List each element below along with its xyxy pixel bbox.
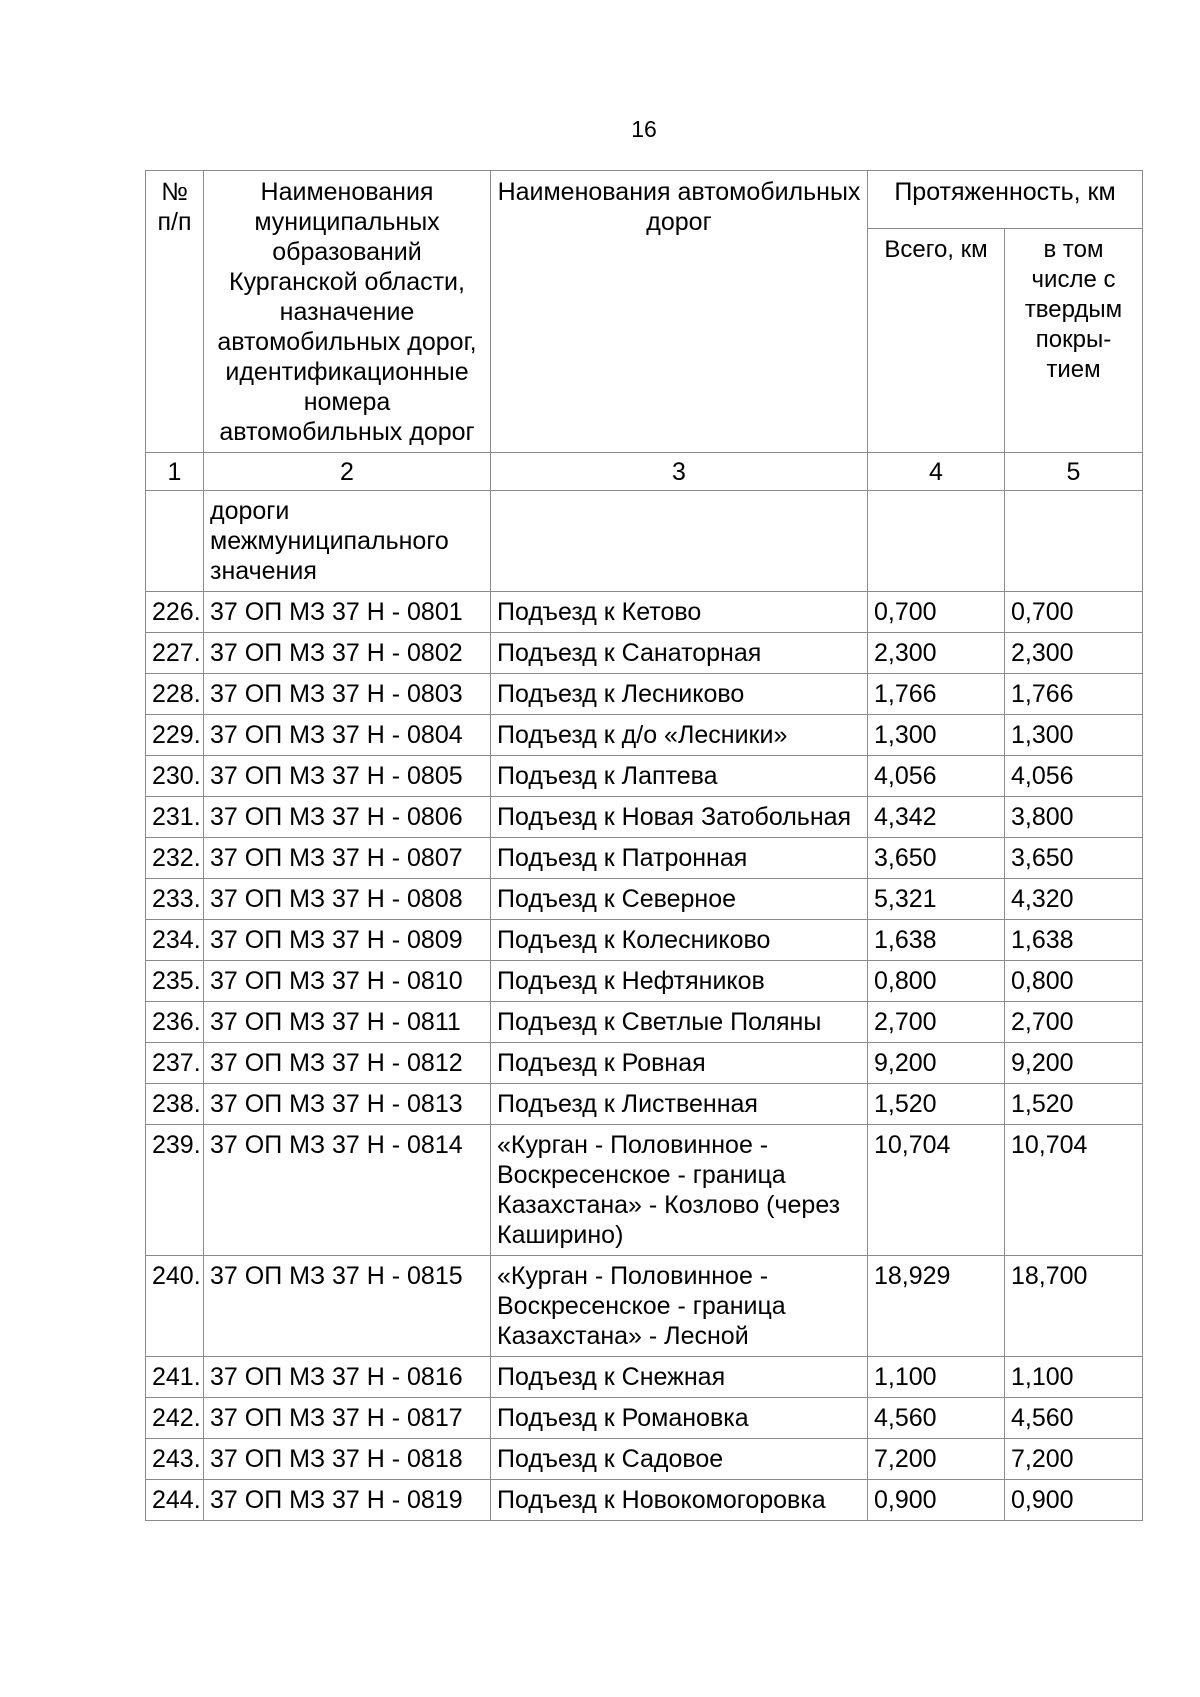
table-row <box>146 1043 1143 1084</box>
column-number: 2 <box>204 453 491 491</box>
header-paved: в том числе с твердым покры-тием <box>1005 229 1143 453</box>
length-paved: 1,638 <box>1005 920 1143 961</box>
row-number: 243. <box>146 1439 204 1480</box>
road-id: 37 ОП МЗ 37 Н - 0818 <box>204 1439 491 1480</box>
road-id: 37 ОП МЗ 37 Н - 0802 <box>204 633 491 674</box>
length-total: 18,929 <box>868 1256 1005 1357</box>
section-empty-cell <box>868 491 1005 592</box>
row-number: 235. <box>146 961 204 1002</box>
column-number: 3 <box>491 453 868 491</box>
row-number: 239. <box>146 1125 204 1256</box>
length-total: 1,100 <box>868 1357 1005 1398</box>
length-total: 9,200 <box>868 1043 1005 1084</box>
road-id: 37 ОП МЗ 37 Н - 0805 <box>204 756 491 797</box>
section-row <box>146 491 1143 592</box>
row-number: 230. <box>146 756 204 797</box>
length-total: 5,321 <box>868 879 1005 920</box>
table-row <box>146 920 1143 961</box>
length-total: 1,300 <box>868 715 1005 756</box>
length-total: 3,650 <box>868 838 1005 879</box>
row-number: 241. <box>146 1357 204 1398</box>
length-paved: 1,766 <box>1005 674 1143 715</box>
length-total: 0,800 <box>868 961 1005 1002</box>
table-row <box>146 838 1143 879</box>
road-name: Подъезд к Новая Затобольная <box>491 797 868 838</box>
length-paved: 3,800 <box>1005 797 1143 838</box>
length-paved: 1,520 <box>1005 1084 1143 1125</box>
length-paved: 18,700 <box>1005 1256 1143 1357</box>
length-total: 0,700 <box>868 592 1005 633</box>
length-paved: 7,200 <box>1005 1439 1143 1480</box>
table-row <box>146 797 1143 838</box>
length-total: 2,300 <box>868 633 1005 674</box>
header-length: Протяженность, км <box>868 171 1143 229</box>
table-row <box>146 961 1143 1002</box>
road-id: 37 ОП МЗ 37 Н - 0819 <box>204 1480 491 1521</box>
row-number: 227. <box>146 633 204 674</box>
road-id: 37 ОП МЗ 37 Н - 0813 <box>204 1084 491 1125</box>
table-row <box>146 1125 1143 1256</box>
road-id: 37 ОП МЗ 37 Н - 0815 <box>204 1256 491 1357</box>
row-number: 234. <box>146 920 204 961</box>
row-number: 237. <box>146 1043 204 1084</box>
road-id: 37 ОП МЗ 37 Н - 0801 <box>204 592 491 633</box>
table-row <box>146 715 1143 756</box>
length-paved: 9,200 <box>1005 1043 1143 1084</box>
road-id: 37 ОП МЗ 37 Н - 0816 <box>204 1357 491 1398</box>
length-paved: 0,700 <box>1005 592 1143 633</box>
length-paved: 0,900 <box>1005 1480 1143 1521</box>
row-number: 236. <box>146 1002 204 1043</box>
row-number: 231. <box>146 797 204 838</box>
length-total: 4,056 <box>868 756 1005 797</box>
road-name: Подъезд к Новокомогоровка <box>491 1480 868 1521</box>
row-number: 240. <box>146 1256 204 1357</box>
row-number: 233. <box>146 879 204 920</box>
length-total: 4,342 <box>868 797 1005 838</box>
table-row <box>146 1084 1143 1125</box>
table-row <box>146 1002 1143 1043</box>
road-name: Подъезд к Светлые Поляны <box>491 1002 868 1043</box>
page-number: 16 <box>631 116 657 142</box>
road-id: 37 ОП МЗ 37 Н - 0808 <box>204 879 491 920</box>
road-name: Подъезд к Лаптева <box>491 756 868 797</box>
length-total: 7,200 <box>868 1439 1005 1480</box>
road-name: Подъезд к д/о «Лесники» <box>491 715 868 756</box>
header-no: № п/п <box>146 171 204 453</box>
road-name: Подъезд к Нефтяников <box>491 961 868 1002</box>
table-row <box>146 1480 1143 1521</box>
road-name: Подъезд к Садовое <box>491 1439 868 1480</box>
road-id: 37 ОП МЗ 37 Н - 0806 <box>204 797 491 838</box>
row-number: 226. <box>146 592 204 633</box>
table-header <box>146 171 1143 491</box>
row-number: 238. <box>146 1084 204 1125</box>
column-number: 1 <box>146 453 204 491</box>
length-total: 4,560 <box>868 1398 1005 1439</box>
table-row <box>146 1357 1143 1398</box>
column-number-row <box>146 453 1143 491</box>
length-paved: 2,700 <box>1005 1002 1143 1043</box>
length-paved: 0,800 <box>1005 961 1143 1002</box>
roads-table <box>145 170 1143 1521</box>
road-id: 37 ОП МЗ 37 Н - 0809 <box>204 920 491 961</box>
row-number: 229. <box>146 715 204 756</box>
header-total: Всего, км <box>868 229 1005 453</box>
table-row <box>146 879 1143 920</box>
length-paved: 4,056 <box>1005 756 1143 797</box>
road-id: 37 ОП МЗ 37 Н - 0812 <box>204 1043 491 1084</box>
table-row <box>146 674 1143 715</box>
length-paved: 4,320 <box>1005 879 1143 920</box>
road-id: 37 ОП МЗ 37 Н - 0803 <box>204 674 491 715</box>
road-name: Подъезд к Кетово <box>491 592 868 633</box>
road-id: 37 ОП МЗ 37 Н - 0817 <box>204 1398 491 1439</box>
header-road-name: Наименования автомобильных дорог <box>491 171 868 453</box>
section-no-cell <box>146 491 204 592</box>
length-total: 1,638 <box>868 920 1005 961</box>
section-label: дороги межмуниципального значения <box>204 491 491 592</box>
header-municipality: Наименования муниципальных образований Курганской области, назначение автомобильных дорог, идентификационные номера автомобильных дорог <box>204 171 491 453</box>
length-paved: 2,300 <box>1005 633 1143 674</box>
length-paved: 4,560 <box>1005 1398 1143 1439</box>
road-name: Подъезд к Снежная <box>491 1357 868 1398</box>
section-empty-cell <box>1005 491 1143 592</box>
length-total: 1,766 <box>868 674 1005 715</box>
road-name: Подъезд к Лесниково <box>491 674 868 715</box>
road-id: 37 ОП МЗ 37 Н - 0814 <box>204 1125 491 1256</box>
length-total: 10,704 <box>868 1125 1005 1256</box>
table-row <box>146 1256 1143 1357</box>
table-body <box>146 491 1143 1521</box>
table-row <box>146 1439 1143 1480</box>
road-name: Подъезд к Патронная <box>491 838 868 879</box>
road-name: Подъезд к Романовка <box>491 1398 868 1439</box>
table-row <box>146 633 1143 674</box>
row-number: 244. <box>146 1480 204 1521</box>
table-row <box>146 1398 1143 1439</box>
road-id: 37 ОП МЗ 37 Н - 0810 <box>204 961 491 1002</box>
table-row <box>146 756 1143 797</box>
section-empty-cell <box>491 491 868 592</box>
road-name: «Курган - Половинное - Воскресенское - граница Казахстана» - Лесной <box>491 1256 868 1357</box>
length-paved: 10,704 <box>1005 1125 1143 1256</box>
length-paved: 1,300 <box>1005 715 1143 756</box>
table-row <box>146 592 1143 633</box>
road-id: 37 ОП МЗ 37 Н - 0811 <box>204 1002 491 1043</box>
row-number: 242. <box>146 1398 204 1439</box>
length-total: 2,700 <box>868 1002 1005 1043</box>
road-id: 37 ОП МЗ 37 Н - 0807 <box>204 838 491 879</box>
length-paved: 3,650 <box>1005 838 1143 879</box>
road-name: Подъезд к Северное <box>491 879 868 920</box>
column-number: 5 <box>1005 453 1143 491</box>
row-number: 228. <box>146 674 204 715</box>
length-total: 0,900 <box>868 1480 1005 1521</box>
length-total: 1,520 <box>868 1084 1005 1125</box>
road-name: «Курган - Половинное - Воскресенское - граница Казахстана» - Козлово (через Каширино) <box>491 1125 868 1256</box>
road-name: Подъезд к Лиственная <box>491 1084 868 1125</box>
road-name: Подъезд к Колесниково <box>491 920 868 961</box>
road-name: Подъезд к Санаторная <box>491 633 868 674</box>
header-row <box>146 171 1143 229</box>
road-name: Подъезд к Ровная <box>491 1043 868 1084</box>
road-id: 37 ОП МЗ 37 Н - 0804 <box>204 715 491 756</box>
column-number: 4 <box>868 453 1005 491</box>
length-paved: 1,100 <box>1005 1357 1143 1398</box>
row-number: 232. <box>146 838 204 879</box>
